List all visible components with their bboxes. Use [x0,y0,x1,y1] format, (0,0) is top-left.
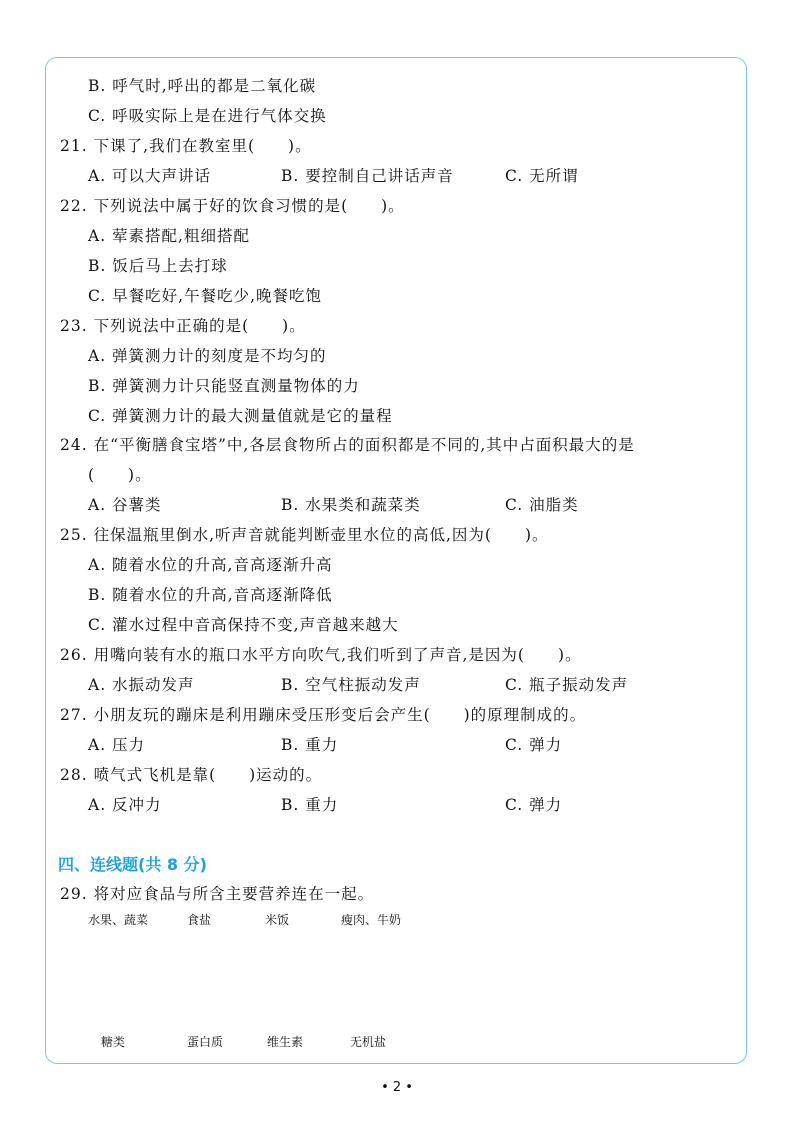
question-29: 29. 将对应食品与所含主要营养连在一起。 [60,885,375,903]
option-25-a: A. 随着水位的升高,音高逐渐升高 [88,556,333,574]
nutrient-item: 糖类 [101,1035,126,1049]
option-27-b: B. 重力 [281,736,339,754]
option-22-c: C. 早餐吃好,午餐吃少,晚餐吃饱 [88,287,323,305]
option-25-b: B. 随着水位的升高,音高逐渐降低 [88,586,333,604]
question-23: 23. 下列说法中正确的是( )。 [60,317,306,335]
option-22-b: B. 饭后马上去打球 [88,257,228,275]
option-21-a: A. 可以大声讲话 [88,167,212,185]
question-25: 25. 往保温瓶里倒水,听声音就能判断壶里水位的高低,因为( )。 [60,526,549,544]
nutrient-item: 维生素 [267,1035,304,1049]
food-item: 瘦肉、牛奶 [341,913,402,927]
food-item: 米饭 [265,913,290,927]
option-27-c: C. 弹力 [505,736,563,754]
option-21-c: C. 无所谓 [505,167,579,185]
option-24-a: A. 谷薯类 [88,496,162,514]
option-23-c: C. 弹簧测力计的最大测量值就是它的量程 [88,407,393,425]
option-23-a: A. 弹簧测力计的刻度是不均匀的 [88,347,327,365]
question-26: 26. 用嘴向装有水的瓶口水平方向吹气,我们听到了声音,是因为( )。 [60,646,582,664]
question-24-continued: ( )。 [88,466,152,484]
question-27: 27. 小朋友玩的蹦床是利用蹦床受压形变后会产生( )的原理制成的。 [60,706,587,724]
question-21: 21. 下课了,我们在教室里( )。 [60,137,312,155]
option-28-b: B. 重力 [281,796,339,814]
nutrient-item: 无机盐 [350,1035,387,1049]
option-line: C. 呼吸实际上是在进行气体交换 [88,107,327,125]
option-25-c: C. 灌水过程中音高保持不变,声音越来越大 [88,616,399,634]
question-22: 22. 下列说法中属于好的饮食习惯的是( )。 [60,197,405,215]
question-24: 24. 在“平衡膳食宝塔”中,各层食物所占的面积都是不同的,其中占面积最大的是 [60,436,635,454]
option-23-b: B. 弹簧测力计只能竖直测量物体的力 [88,377,360,395]
option-27-a: A. 压力 [88,736,146,754]
option-21-b: B. 要控制自己讲话声音 [281,167,454,185]
option-24-c: C. 油脂类 [505,496,579,514]
option-24-b: B. 水果类和蔬菜类 [281,496,421,514]
option-line: B. 呼气时,呼出的都是二氧化碳 [88,77,317,95]
question-28: 28. 喷气式飞机是靠( )运动的。 [60,766,323,784]
food-item: 水果、蔬菜 [88,913,149,927]
section-title: 四、连线题(共 8 分) [58,855,207,874]
food-item: 食盐 [187,913,212,927]
option-28-c: C. 弹力 [505,796,563,814]
page-number: • 2 • [381,1080,413,1095]
option-26-b: B. 空气柱振动发声 [281,676,421,694]
option-26-a: A. 水振动发声 [88,676,195,694]
option-28-a: A. 反冲力 [88,796,162,814]
option-26-c: C. 瓶子振动发声 [505,676,629,694]
nutrient-item: 蛋白质 [187,1035,224,1049]
option-22-a: A. 荤素搭配,粗细搭配 [88,227,250,245]
